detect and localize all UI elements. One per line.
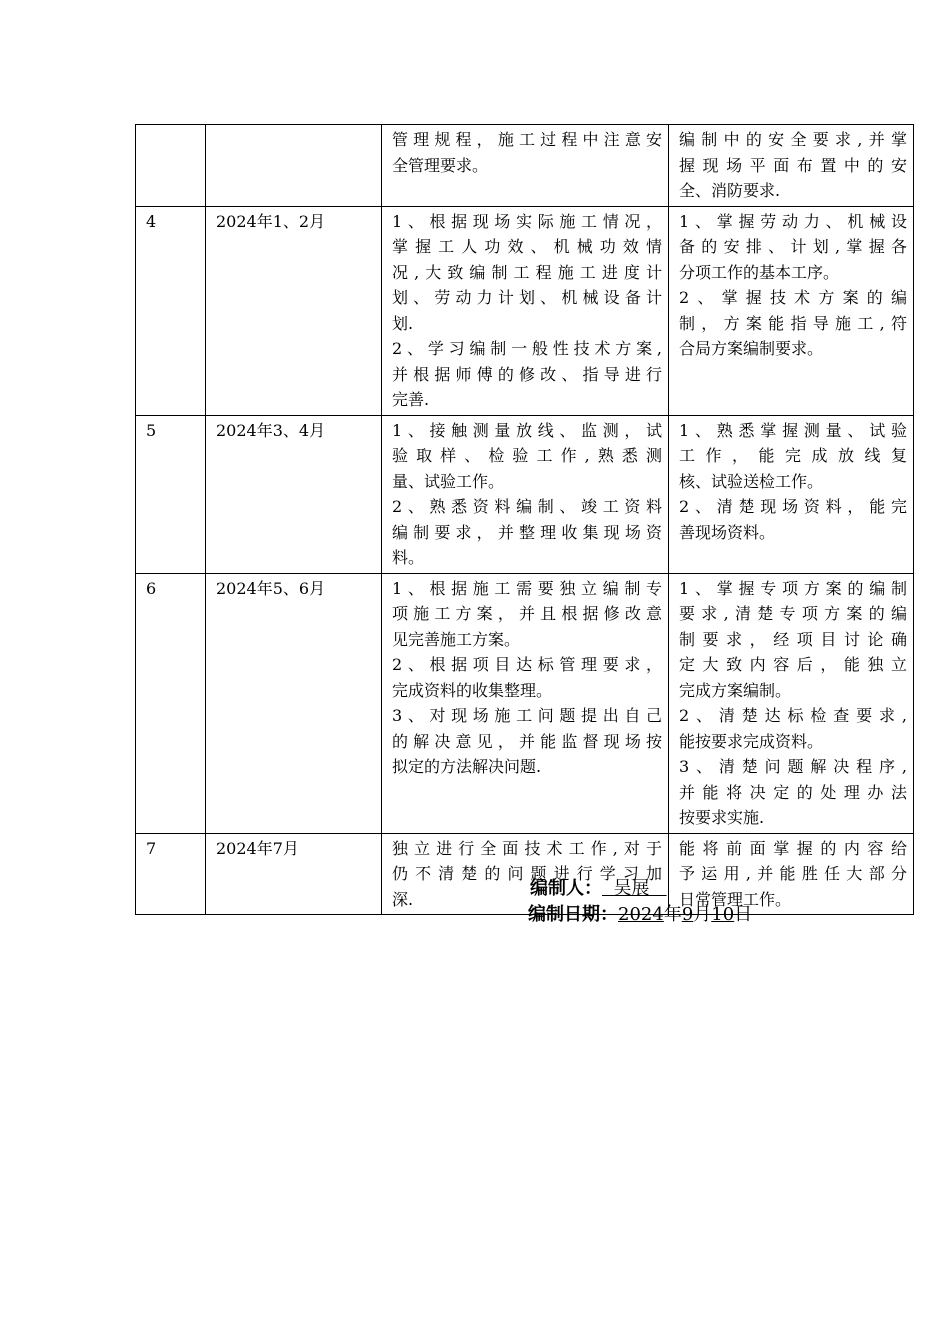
cell-text-line: 编制中的安全要求,并掌 <box>679 130 907 149</box>
cell-text-line: 予运用,并能胜任大部分 <box>679 864 907 883</box>
row-content <box>382 415 669 573</box>
cell-text-line: 1、接触测量放线、监测，试 <box>392 420 662 440</box>
date-year: 2024 <box>618 904 664 925</box>
cell-text-line: 1、根据现场实际施工情况， <box>392 211 662 231</box>
cell-text-line: 划、劳动力计划、机械设备计 <box>392 288 662 307</box>
author-line <box>530 876 667 902</box>
cell-text-line: 完成方案编制。 <box>679 680 792 700</box>
cell-text-line: 并能将决定的处理办法 <box>679 782 907 802</box>
cell-text-line: 制，方案能指导施工,符 <box>679 313 907 333</box>
row-goal <box>669 573 914 833</box>
cell-text-line: 况,大致编制工程施工进度计 <box>392 262 662 282</box>
table-row <box>136 206 914 415</box>
cell-text-line: 1、掌握劳动力、机械设 <box>679 211 907 231</box>
date-month: 9 <box>681 904 694 925</box>
cell-text-line: 验取样、检验工作,熟悉测 <box>392 446 662 465</box>
cell-text-line: 2、清楚现场资料，能完 <box>679 497 907 516</box>
row-number: 5 <box>136 415 206 573</box>
author-name <box>602 878 667 899</box>
cell-text-line: 深. <box>392 889 414 909</box>
cell-text-line: 项施工方案，并且根据修改意 <box>392 604 662 623</box>
date-label: 编制日期： <box>528 904 618 925</box>
cell-text-line: 仍不清楚的问题进行学习加 <box>392 864 662 883</box>
cell-text-line: 完善. <box>392 390 430 409</box>
row-number: 6 <box>136 573 206 833</box>
cell-text-line: 日常管理工作。 <box>679 889 792 909</box>
cell-text-line: 2、学习编制一般性技术方案, <box>392 339 662 358</box>
cell-text-line: 1、掌握专项方案的编制 <box>679 578 907 598</box>
cell-text-line: 核、试验送检工作。 <box>679 471 824 491</box>
row-content <box>382 573 669 833</box>
cell-text-line: 善现场资料。 <box>679 522 776 542</box>
cell-text-line: 工作，能完成放线复 <box>679 446 907 465</box>
author-name-text: 吴展 <box>613 878 650 899</box>
row-goal <box>669 206 914 415</box>
cell-text-line: 独立进行全面技术工作,对于 <box>392 838 662 858</box>
cell-text-line: 全、消防要求. <box>679 181 781 200</box>
date-line <box>528 902 752 928</box>
month-unit: 月 <box>693 904 712 925</box>
cell-text-line: 能将前面掌握的内容给 <box>679 838 907 858</box>
row-date: 2024年1、2月 <box>206 206 382 415</box>
year-unit: 年 <box>663 904 682 925</box>
cell-text-line: 量、试验工作。 <box>392 471 505 491</box>
cell-text-line: 2、清楚达标检查要求, <box>679 706 907 725</box>
cell-text-line: 要求,清楚专项方案的编 <box>679 604 907 623</box>
row-number <box>136 125 206 207</box>
cell-text-line: 并根据师傅的修改、指导进行 <box>392 364 662 384</box>
cell-text-line: 2、掌握技术方案的编 <box>679 288 907 307</box>
cell-text-line: 管理规程，施工过程中注意安 <box>392 130 662 149</box>
cell-text-line: 3、对现场施工问题提出自己 <box>392 706 662 725</box>
cell-text-line: 制要求，经项目讨论确 <box>679 629 907 649</box>
cell-text-line: 2、根据项目达标管理要求， <box>392 655 662 674</box>
cell-text-line: 合局方案编制要求。 <box>679 339 824 358</box>
table-row <box>136 573 914 833</box>
row-date: 2024年5、6月 <box>206 573 382 833</box>
cell-text-line: 掌握工人功效、机械功效情 <box>392 237 662 256</box>
row-content <box>382 206 669 415</box>
cell-text-line: 握现场平面布置中的安 <box>679 155 907 175</box>
cell-text-line: 完成资料的收集整理。 <box>392 680 553 700</box>
table-row <box>136 415 914 573</box>
cell-text-line: 编制要求，并整理收集现场资 <box>392 522 662 542</box>
training-plan-table <box>135 124 914 915</box>
cell-text-line: 1、根据施工需要独立编制专 <box>392 578 662 598</box>
row-number: 4 <box>136 206 206 415</box>
cell-text-line: 拟定的方法解决问题. <box>392 757 542 776</box>
row-goal <box>669 415 914 573</box>
row-goal <box>669 125 914 207</box>
cell-text-line: 划. <box>392 313 414 333</box>
cell-text-line: 全管理要求。 <box>392 155 489 175</box>
row-content <box>382 125 669 207</box>
row-number: 7 <box>136 833 206 915</box>
cell-text-line: 能按要求完成资料。 <box>679 731 824 751</box>
date-day: 10 <box>711 904 735 925</box>
author-label: 编制人： <box>530 878 602 899</box>
row-date: 2024年3、4月 <box>206 415 382 573</box>
cell-text-line: 2、熟悉资料编制、竣工资料 <box>392 497 662 516</box>
cell-text-line: 见完善施工方案。 <box>392 629 521 649</box>
cell-text-line: 按要求实施. <box>679 808 765 827</box>
cell-text-line: 的解决意见，并能监督现场按 <box>392 731 662 751</box>
row-date <box>206 125 382 207</box>
row-date: 2024年7月 <box>206 833 382 915</box>
day-unit: 日 <box>734 904 753 925</box>
table-row <box>136 125 914 207</box>
cell-text-line: 3、清楚问题解决程序, <box>679 757 907 776</box>
training-plan-body <box>136 125 914 915</box>
table-row <box>136 833 914 915</box>
cell-text-line: 料。 <box>392 548 425 567</box>
cell-text-line: 1、熟悉掌握测量、试验 <box>679 420 907 440</box>
cell-text-line: 备的安排、计划,掌握各 <box>679 237 907 256</box>
cell-text-line: 定大致内容后，能独立 <box>679 655 907 674</box>
cell-text-line: 分项工作的基本工序。 <box>679 262 840 282</box>
